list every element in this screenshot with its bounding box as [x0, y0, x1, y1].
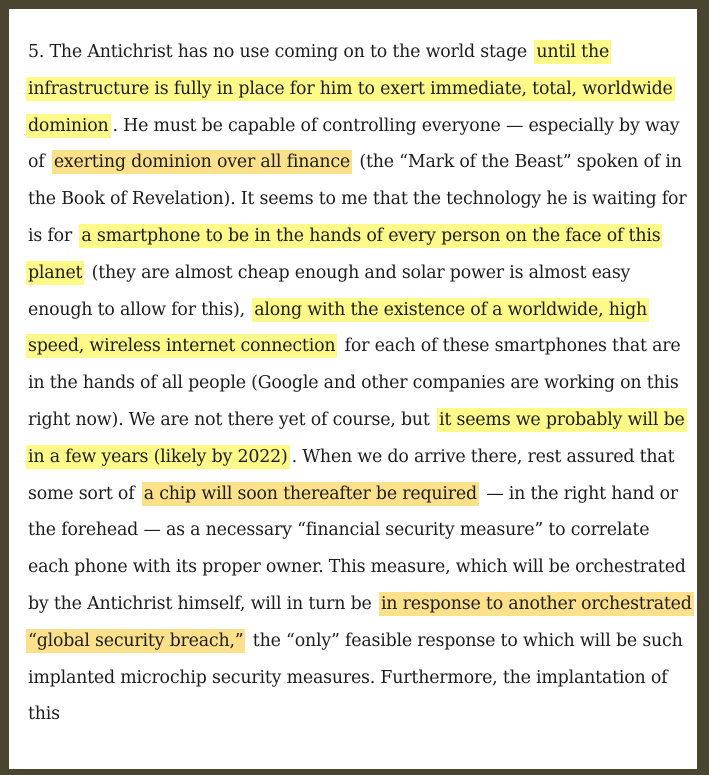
- text-segment: . When we do arrive there, rest assured that some sort of: [28, 446, 675, 504]
- document-page: [9, 9, 697, 769]
- highlighted-text: a smartphone to be in the hands of every person on the face of this planet: [28, 225, 661, 283]
- text-segment: (the “Mark of the Beast” spoken of in the Book of Revelation). It seems to me that the technology he is waiting for is for: [28, 152, 687, 246]
- text-segment: the “only” feasible response to which will be such implanted microchip security measures. Furthermore, the implantation of this: [28, 630, 683, 725]
- text-segment: . He must be capable of controlling everyone — especially by way of: [28, 115, 680, 173]
- text-segment: for each of these smartphones that are in the hands of all people (Google and other companies are working on this right now). We are not there yet of course, but: [28, 336, 681, 430]
- highlighted-text: along with the existence of a worldwide, high speed, wireless internet connection: [28, 299, 648, 357]
- highlighted-text: a chip will soon thereafter be required: [143, 483, 477, 504]
- highlighted-text: until the infrastructure is fully in place for him to exert immediate, total, worldwide dominion: [28, 42, 673, 136]
- text-segment: — in the right hand or the forehead — as a necessary “financial security measure” to correlate each phone with its proper owner. This measure, which will be orchestrated by the Antichrist himself, will in turn be: [28, 483, 686, 614]
- text-segment: (they are almost cheap enough and solar power is almost easy enough to allow for this),: [28, 262, 631, 320]
- paragraph-point-5: [26, 34, 693, 733]
- text-segment: 5. The Antichrist has no use coming on to the world stage: [28, 42, 533, 62]
- highlighted-text: it seems we probably will be in a few years (likely by 2022): [28, 409, 685, 467]
- highlighted-text: in response to another orchestrated “global security breach,”: [28, 593, 692, 651]
- highlighted-text: exerting dominion over all finance: [53, 152, 351, 173]
